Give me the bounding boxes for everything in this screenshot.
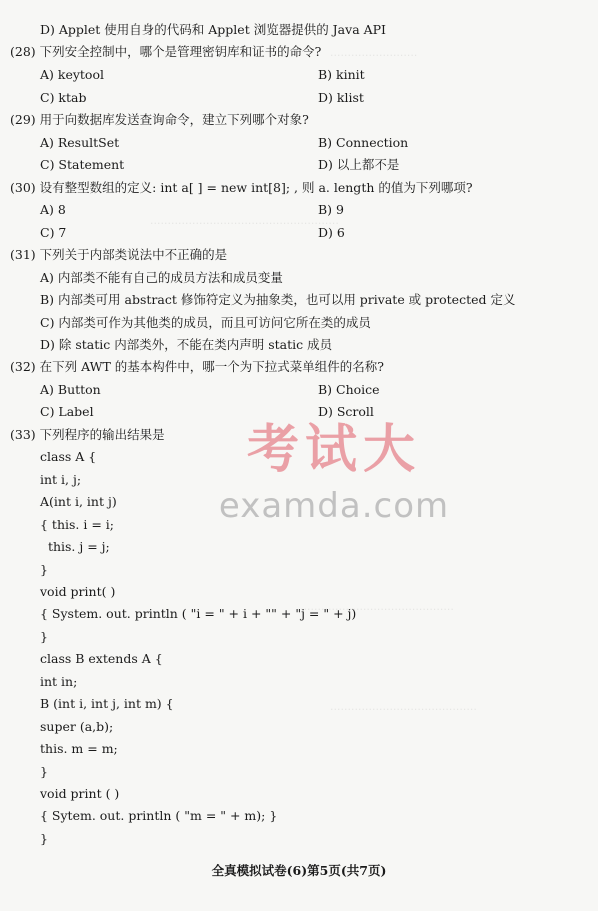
code-line: } — [40, 629, 48, 644]
code-line: int in; — [40, 674, 78, 689]
code-line: class B extends A { — [40, 651, 163, 666]
q28-option-a: A) keytool — [40, 67, 104, 82]
q29-option-b: B) Connection — [318, 135, 409, 150]
q27-option-d: D) Applet 使用自身的代码和 Applet 浏览器提供的 Java API — [40, 22, 386, 37]
code-line: } — [40, 562, 48, 577]
code-line: { Sytem. out. println ( "m = " + m); } — [40, 808, 278, 823]
q28-option-b: B) kinit — [318, 67, 365, 82]
code-line: this. m = m; — [40, 741, 118, 756]
q28-option-c: C) ktab — [40, 90, 87, 105]
bleed-through-texture: ...................................................... — [150, 214, 339, 227]
bleed-through-texture: .......................................... — [330, 700, 477, 713]
code-line: int i, j; — [40, 472, 82, 487]
watermark-en: examda.com — [218, 486, 450, 526]
q32-option-b: B) Choice — [318, 382, 380, 397]
code-line: A(int i, int j) — [40, 494, 117, 509]
page-footer: 全真模拟试卷(6)第5页(共7页) — [211, 863, 387, 878]
q28-option-d: D) klist — [318, 90, 364, 105]
code-line: super (a,b); — [40, 719, 114, 734]
watermark-cn: 考试大 — [246, 420, 421, 480]
q29-option-c: C) Statement — [40, 157, 125, 172]
q32-option-c: C) Label — [40, 404, 94, 419]
q29-option-d: D) 以上都不是 — [318, 157, 400, 172]
q29-option-a: A) ResultSet — [40, 135, 120, 150]
code-line: class A { — [40, 449, 97, 464]
code-line: { System. out. println ( "i = " + i + "" + "j = " + j) — [40, 606, 357, 621]
q30-option-c: C) 7 — [40, 225, 67, 240]
code-line: B (int i, int j, int m) { — [40, 696, 174, 711]
q30-option-b: B) 9 — [318, 202, 344, 217]
q31-option-a: A) 内部类不能有自己的成员方法和成员变量 — [40, 270, 283, 285]
q31-option-c: C) 内部类可作为其他类的成员，而且可访问它所在类的成员 — [40, 315, 371, 330]
code-line: { this. i = i; — [40, 517, 114, 532]
q30-option-a: A) 8 — [40, 202, 66, 217]
bleed-through-texture: ......................... — [330, 46, 418, 59]
code-line: } — [40, 831, 48, 846]
code-line: } — [40, 764, 48, 779]
question-31: (31) 下列关于内部类说法中不正确的是 — [10, 247, 228, 262]
q31-option-d: D) 除 static 内部类外，不能在类内声明 static 成员 — [40, 337, 333, 352]
question-33: (33) 下列程序的输出结果是 — [10, 427, 165, 442]
code-line: void print ( ) — [40, 786, 120, 801]
q31-option-b: B) 内部类可用 abstract 修饰符定义为抽象类，也可以用 private 或 protected 定义 — [40, 292, 516, 307]
code-line: this. j = j; — [40, 539, 110, 554]
watermark-logo — [214, 418, 454, 530]
q32-option-d: D) Scroll — [318, 404, 374, 419]
question-30: (30) 设有整型数组的定义: int a[ ] = new int[8]; , 则 a. length 的值为下列哪项? — [10, 180, 473, 195]
question-29: (29) 用于向数据库发送查询命令，建立下列哪个对象? — [10, 112, 309, 127]
bleed-through-texture: ............................................ — [300, 600, 454, 613]
code-line: void print( ) — [40, 584, 116, 599]
q32-option-a: A) Button — [40, 382, 101, 397]
question-28: (28) 下列安全控制中，哪个是管理密钥库和证书的命令? — [10, 44, 322, 59]
q30-option-d: D) 6 — [318, 225, 345, 240]
question-32: (32) 在下列 AWT 的基本构件中，哪一个为下拉式菜单组件的名称? — [10, 359, 384, 374]
